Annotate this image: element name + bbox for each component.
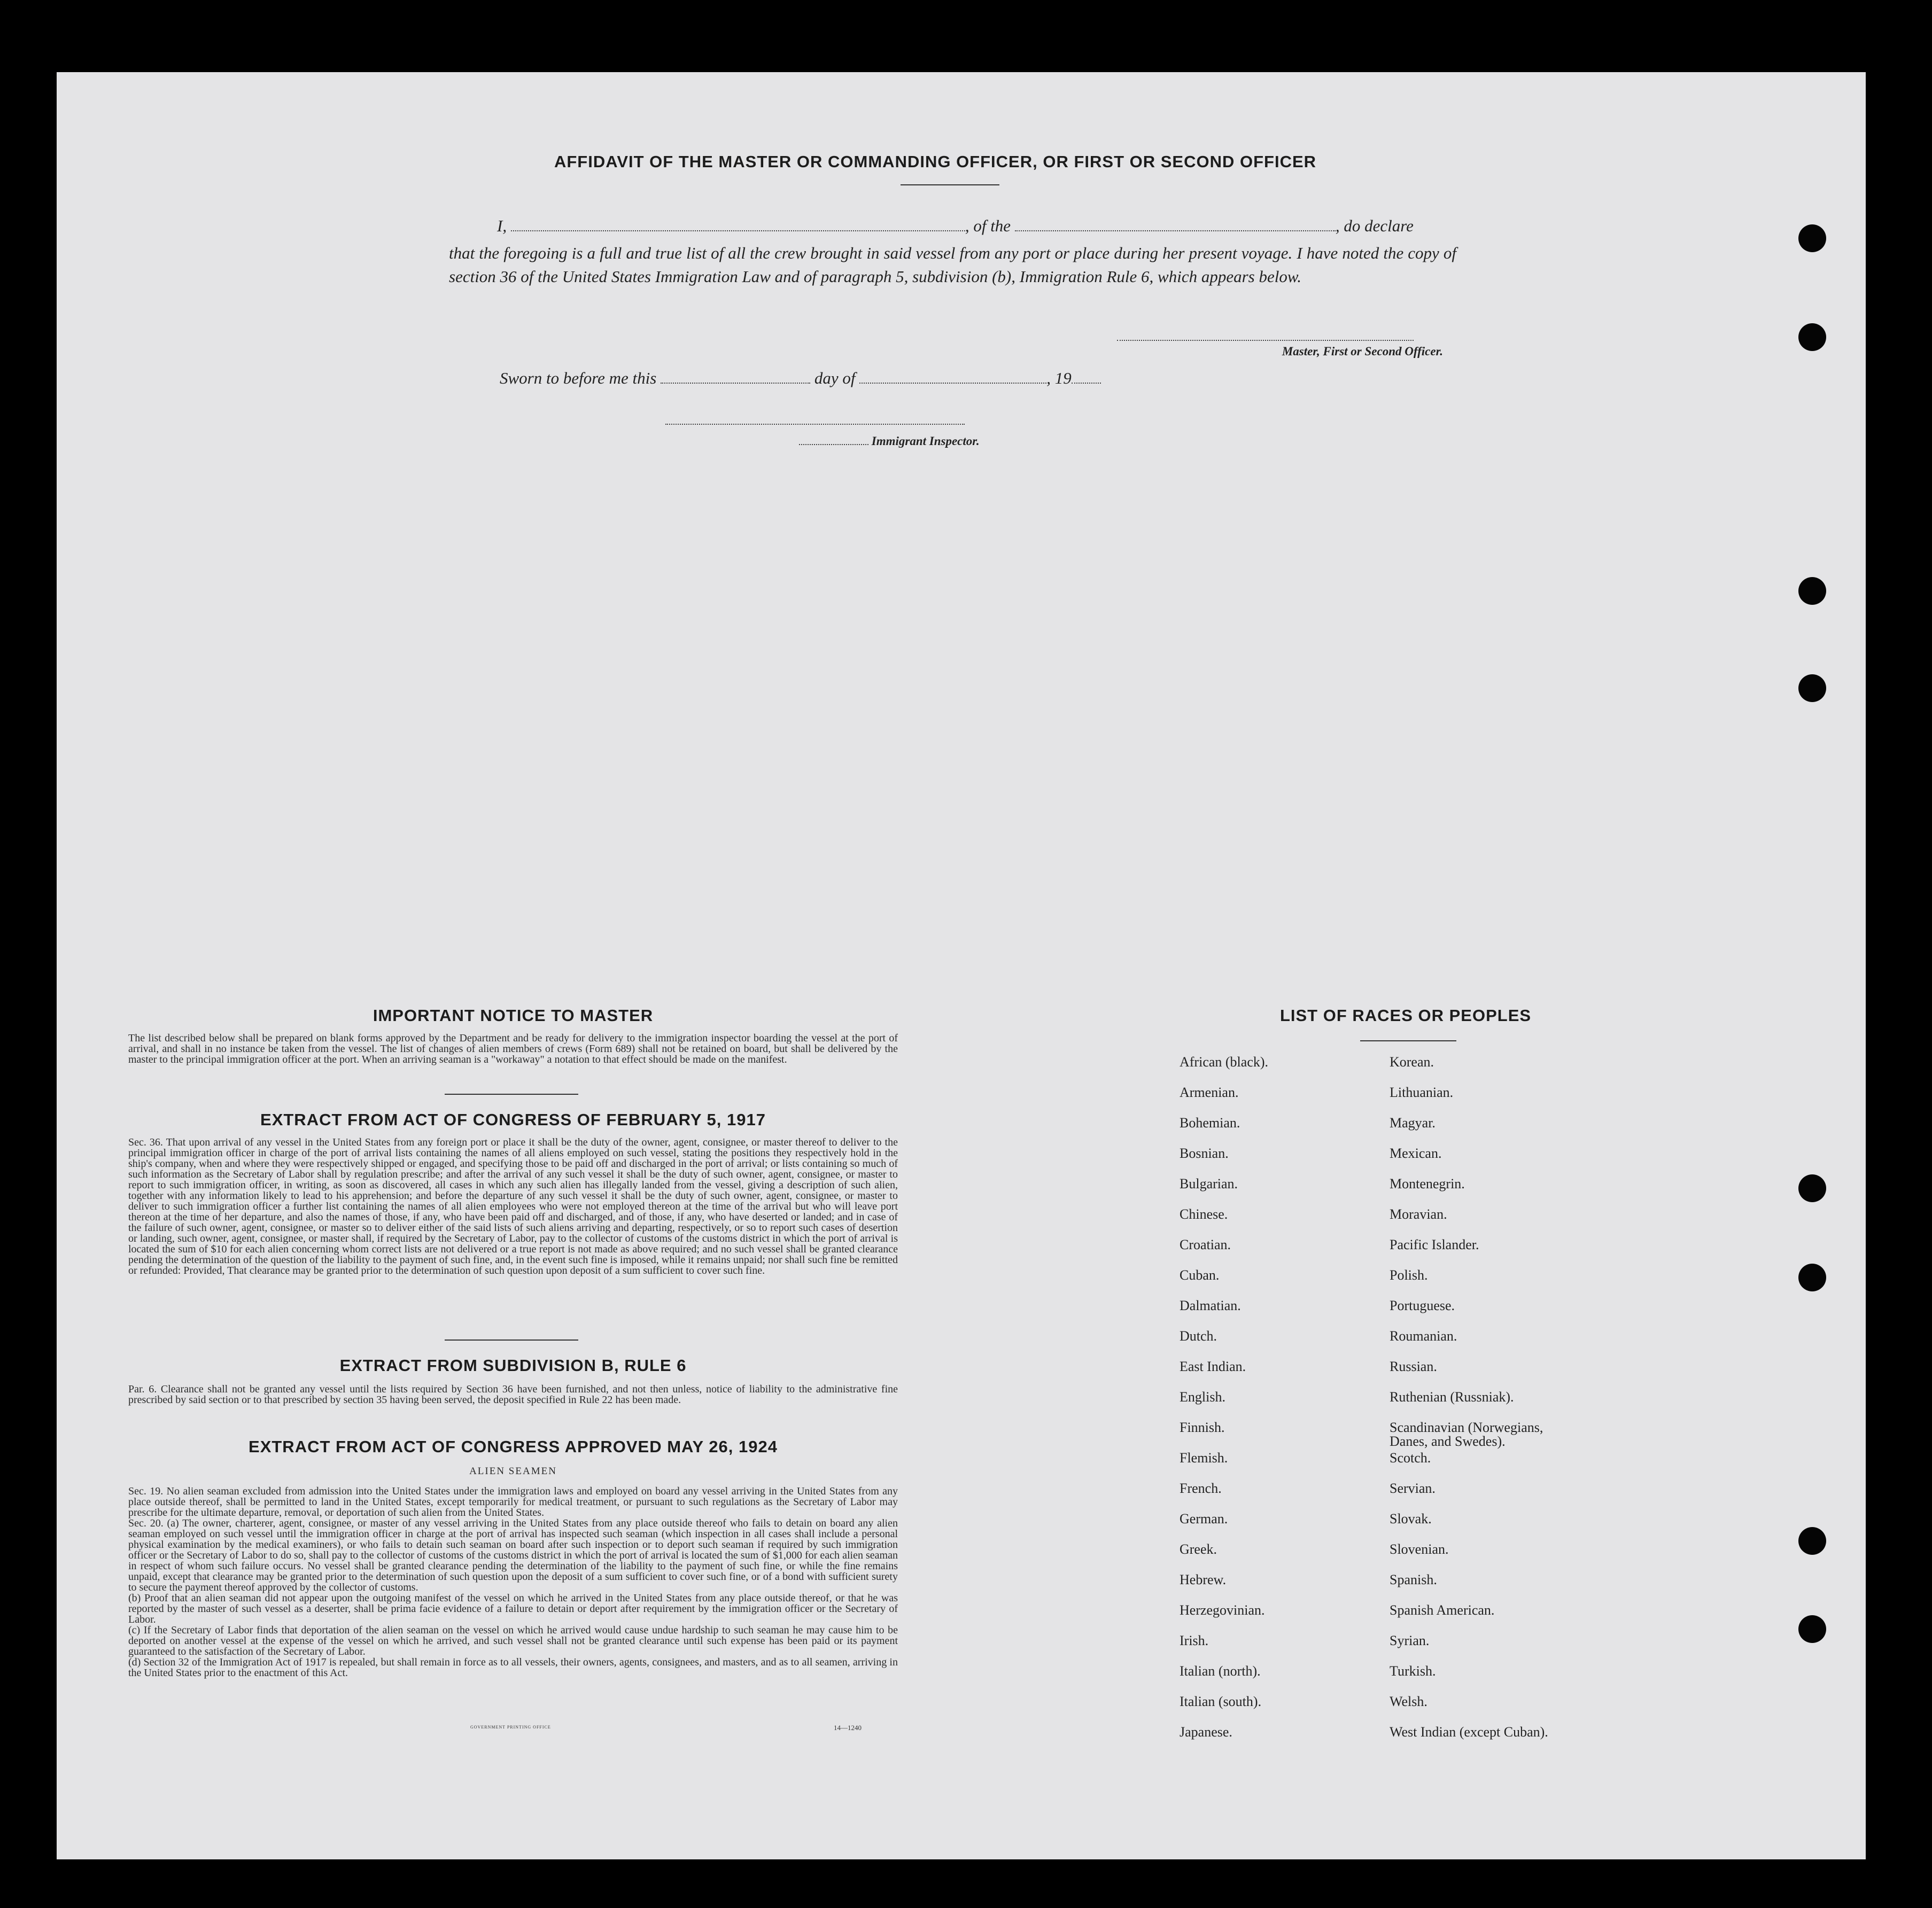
- race-item: Lithuanian.: [1390, 1085, 1454, 1100]
- race-item: Slovenian.: [1390, 1541, 1449, 1557]
- name-blank[interactable]: [511, 230, 965, 231]
- year-blank[interactable]: [1072, 382, 1101, 384]
- race-item: Bohemian.: [1180, 1115, 1240, 1131]
- inspector-blank[interactable]: [799, 443, 868, 445]
- section-20c: (c) If the Secretary of Labor finds that deportation of the alien seaman on the vessel on which he arrived would cause undue hardship to such seaman he may cause him to be deported on another vessel at the expense of the vessel on which he arrived, and such vessel shall not be granted clearance until such expense has been paid or its payment guaranteed to the satisfaction of the Secretary of Labor.: [128, 1624, 898, 1657]
- inspector-line: [799, 434, 1066, 448]
- race-item: French.: [1180, 1481, 1222, 1496]
- race-item: Greek.: [1180, 1541, 1217, 1557]
- race-item: Hebrew.: [1180, 1572, 1227, 1587]
- race-item: Turkish.: [1390, 1663, 1436, 1679]
- section-19: Sec. 19. No alien seaman excluded from admission into the United States under the immigration laws and employed on board any vessel arriving in the United States from any place outside thereof, shall be permitted to land in the United States, except temporarily for medical treatment, or pursuant to such regulations as the Secretary of Labor may prescribe for the ultimate departure, removal, or deportation of such alien from the United States.: [128, 1485, 898, 1518]
- affidavit-line1: [497, 216, 1459, 236]
- month-blank[interactable]: [859, 382, 1046, 384]
- race-item: Irish.: [1180, 1633, 1209, 1648]
- divider: [1360, 1040, 1456, 1041]
- punch-hole: [1798, 224, 1826, 252]
- race-item: Scandinavian (Norwegians, Danes, and Swedes).: [1390, 1420, 1543, 1449]
- race-item: Herzegovinian.: [1180, 1602, 1265, 1618]
- punch-hole: [1798, 1264, 1826, 1291]
- race-item: Bosnian.: [1180, 1146, 1229, 1161]
- extract1924-subtitle: ALIEN SEAMEN: [469, 1466, 557, 1477]
- race-item: Italian (north).: [1180, 1663, 1261, 1679]
- race-item: Flemish.: [1180, 1450, 1228, 1466]
- affidavit-paragraph: that the foregoing is a full and true list of all the crew brought in said vessel from any port or place during her present voyage. I have noted the copy of section 36 of the United States Immigration Law and of paragraph 5, subdivision (b), Immigration Rule 6, which appears below.: [449, 244, 1456, 286]
- race-item: African (black).: [1180, 1054, 1269, 1070]
- race-item: Mexican.: [1390, 1146, 1442, 1161]
- notice-text: The list described below shall be prepared on blank forms approved by the Department and be ready for delivery to the immigration inspector boarding the vessel at the port of arrival, and shall in no instance be taken from the vessel. The list of changes of alien members of crews (Form 689) shall not be retained on board, but shall be delivered by the master to the principal immigration officer at the port. When an arriving seaman is a "workaway" a notation to that effect should be made on the manifest.: [128, 1032, 898, 1065]
- race-item: Servian.: [1390, 1481, 1436, 1496]
- vessel-blank[interactable]: [1015, 230, 1336, 231]
- extract1924-title: EXTRACT FROM ACT OF CONGRESS APPROVED MAY 26, 1924: [249, 1437, 778, 1456]
- inspector-label: Immigrant Inspector.: [871, 434, 980, 448]
- section-20a: Sec. 20. (a) The owner, charterer, agent, consignee, or master of any vessel arriving in the United States from any place outside thereof who fails to detain on board any alien seaman employed on such vessel until the immigration officer in charge at the port of arrival has inspected such seaman (which inspection in all cases shall include a personal physical examination by the medical examiners), or who fails to detain such seaman on board after such inspection or to deport such seaman if required by such immigration officer or the Secretary of Labor to do so, shall pay to the collector of customs of the customs district in which the port of arrival is located the sum of $1,000 for each alien seaman in respect of whom such failure occurs. No vessel shall be granted clearance pending the determination of the liability to the payment of such fine, or while the fine remains unpaid, except that clearance may be granted prior to the determination of such question upon the deposit of a sum sufficient to cover such fine, or of a bond with sufficient surety to secure the payment thereof approved by the collector of customs.: [128, 1517, 898, 1593]
- divider: [901, 184, 999, 185]
- race-item: Pacific Islander.: [1390, 1237, 1479, 1252]
- subdivision-text: Par. 6. Clearance shall not be granted any vessel until the lists required by Section 36 have been furnished, and not then unless, notice of liability to the administrative fine prescribed by said section or to that prescribed by section 35 having been served, the deposit specified in Rule 22 has been made.: [128, 1383, 898, 1406]
- race-item: Russian.: [1390, 1359, 1437, 1374]
- race-item: Moravian.: [1390, 1206, 1447, 1222]
- punch-hole: [1798, 1615, 1826, 1643]
- subdivision-title: EXTRACT FROM SUBDIVISION B, RULE 6: [339, 1356, 687, 1375]
- affidavit-i: I,: [497, 216, 507, 235]
- printer-imprint: GOVERNMENT PRINTING OFFICE: [470, 1725, 551, 1730]
- extract1917-text: Sec. 36. That upon arrival of any vessel in the United States from any foreign port or place it shall be the duty of the owner, agent, consignee, or master thereof to deliver to the principal immigration officer in charge of the port of arrival lists containing the names of all aliens employed on such vessel, stating the positions they respectively hold in the ship's company, when and where they were respectively shipped or engaged, and specifying those to be paid off and discharged in the port of arrival; or lists containing so much of such information as the Secretary of Labor shall by regulation prescribe; and after the arrival of any such vessel it shall be the duty of such owner, agent, consignee, or master to report to such immigration officer, in writing, as soon as discovered, all cases in which any such alien has illegally landed from the vessel, giving a description of such alien, together with any information likely to lead to his apprehension; and before the departure of any such vessel it shall be the duty of such owner, agent, consignee, or master to deliver to such immigration officer a further list containing the names of all alien employees who were not employed thereon at the time of the arrival but who will leave port thereon at the time of her departure, and also the names of those, if any, who have been paid off and discharged, and of those, if any, who have deserted or landed; and in case of the failure of such owner, agent, consignee, or master so to deliver either of the said lists of such aliens arriving and departing, respectively, or so to report such cases of desertion or landing, such owner, agent, consignee, or master shall, if required by the Secretary of Labor, pay to the collector of customs of the customs district in which the port of arrival is located the sum of $10 for each alien concerning whom correct lists are not delivered or a true report is not made as above required; and no such vessel shall be granted clearance pending the determination of the question of the liability to the payment of such fine, and, in the event such fine is imposed, while it remains unpaid; nor shall such fine be remitted or refunded: Provided, That clearance may be granted prior to the determination of such question upon deposit of a sum sufficient to cover such fine.: [128, 1136, 898, 1276]
- notice-title: IMPORTANT NOTICE TO MASTER: [373, 1006, 654, 1025]
- race-item: Slovak.: [1390, 1511, 1432, 1527]
- race-item: English.: [1180, 1389, 1225, 1405]
- race-item: Finnish.: [1180, 1420, 1225, 1435]
- race-item: Cuban.: [1180, 1267, 1220, 1283]
- race-item: Polish.: [1390, 1267, 1428, 1283]
- race-item: Japanese.: [1180, 1724, 1232, 1740]
- punch-hole: [1798, 674, 1826, 702]
- punch-hole: [1798, 1527, 1826, 1555]
- race-item: Syrian.: [1390, 1633, 1430, 1648]
- punch-hole: [1798, 1174, 1826, 1202]
- race-item: Chinese.: [1180, 1206, 1228, 1222]
- race-item: Spanish American.: [1390, 1602, 1495, 1618]
- races-column-1: [1180, 1055, 1372, 1756]
- race-item: Spanish.: [1390, 1572, 1437, 1587]
- race-item: Armenian.: [1180, 1085, 1239, 1100]
- race-item: Welsh.: [1390, 1694, 1427, 1709]
- punch-hole: [1798, 323, 1826, 351]
- master-signature-line[interactable]: [1117, 340, 1414, 341]
- sworn-line: [500, 369, 1248, 388]
- extract1917-title: EXTRACT FROM ACT OF CONGRESS OF FEBRUARY 5, 1917: [260, 1110, 766, 1129]
- races-title: LIST OF RACES OR PEOPLES: [1279, 1006, 1532, 1025]
- race-item: Korean.: [1390, 1054, 1434, 1070]
- sworn-label: Sworn to before me this: [500, 369, 657, 387]
- extract1924-body: [128, 1486, 898, 1678]
- affidavit-declare: , do declare: [1335, 216, 1414, 235]
- day-of-label: day of: [814, 369, 856, 387]
- punch-hole: [1798, 577, 1826, 605]
- affidavit-title: AFFIDAVIT OF THE MASTER OR COMMANDING OFFICER, OR FIRST OR SECOND OFFICER: [554, 152, 1317, 171]
- inspector-signature-line[interactable]: [665, 424, 965, 425]
- race-item: Italian (south).: [1180, 1694, 1262, 1709]
- race-item: Montenegrin.: [1390, 1176, 1465, 1191]
- race-item: Ruthenian (Russniak).: [1390, 1389, 1514, 1405]
- day-blank[interactable]: [661, 382, 810, 384]
- races-column-2: [1390, 1055, 1657, 1756]
- race-item: Dutch.: [1180, 1328, 1217, 1344]
- race-item: Dalmatian.: [1180, 1298, 1241, 1313]
- section-20b: (b) Proof that an alien seaman did not appear upon the outgoing manifest of the vessel on which he arrived in the United States from any place outside thereof, or that he was reported by the master of such vessel as a deserter, shall be prima facie evidence of a failure to detain or deport after requirement by the immigration officer or the Secretary of Labor.: [128, 1592, 898, 1625]
- race-item: Scotch.: [1390, 1450, 1431, 1466]
- affidavit-of-the: , of the: [965, 216, 1011, 235]
- race-item: Magyar.: [1390, 1115, 1436, 1131]
- divider: [445, 1094, 578, 1095]
- race-item: Portuguese.: [1390, 1298, 1455, 1313]
- race-item: Bulgarian.: [1180, 1176, 1238, 1191]
- race-item: German.: [1180, 1511, 1228, 1527]
- section-20d: (d) Section 32 of the Immigration Act of 1917 is repealed, but shall remain in force as to all vessels, their owners, agents, consignees, and masters, and as to all seamen, arriving in the United States prior to the enactment of this Act.: [128, 1656, 898, 1679]
- race-item: West Indian (except Cuban).: [1390, 1724, 1548, 1740]
- master-label: Master, First or Second Officer.: [1282, 345, 1443, 358]
- race-item: East Indian.: [1180, 1359, 1246, 1374]
- year-label: , 19: [1046, 369, 1072, 387]
- divider: [445, 1340, 578, 1341]
- race-item: Roumanian.: [1390, 1328, 1457, 1344]
- race-item: Croatian.: [1180, 1237, 1231, 1252]
- form-number: 14—1240: [834, 1724, 862, 1732]
